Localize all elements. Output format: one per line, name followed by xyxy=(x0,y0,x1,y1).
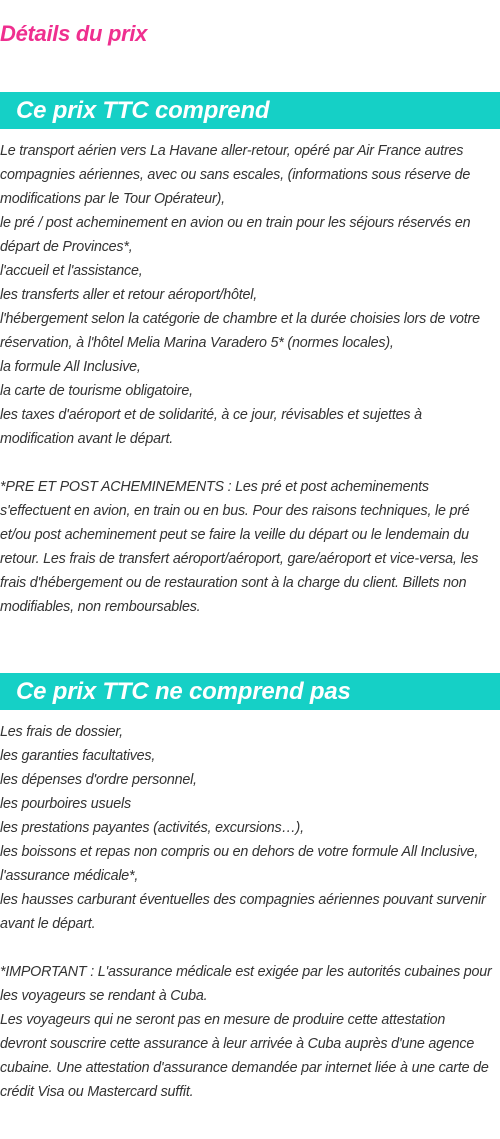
excludes-line: les pourboires usuels xyxy=(0,796,131,812)
excludes-line: les hausses carburant éventuelles des compagnies aériennes pouvant survenir xyxy=(0,892,486,908)
excludes-line: avant le départ. xyxy=(0,916,96,932)
excludes-line: les dépenses d'ordre personnel, xyxy=(0,772,197,788)
page-title: Détails du prix xyxy=(0,21,148,46)
includes-line: réservation, à l'hôtel Melia Marina Varadero 5* (normes locales), xyxy=(0,335,394,351)
includes-line: modifications par le Tour Opérateur), xyxy=(0,191,225,207)
includes-note-line: retour. Les frais de transfert aéroport/aéroport, gare/aéroport et vice-versa, les xyxy=(0,551,479,567)
excludes-heading: Ce prix TTC ne comprend pas xyxy=(0,673,500,710)
excludes-note-line: Les voyageurs qui ne seront pas en mesure de produire cette attestation xyxy=(0,1012,446,1028)
includes-note-line: modifiables, non remboursables. xyxy=(0,599,201,615)
includes-note-line: s'effectuent en avion, en train ou en bus. Pour des raisons techniques, le pré xyxy=(0,503,470,519)
excludes-line: Les frais de dossier, xyxy=(0,724,123,740)
includes-line: l'accueil et l'assistance, xyxy=(0,263,143,279)
includes-note-line: frais d'hébergement ou de restauration sont à la charge du client. Billets non xyxy=(0,575,467,591)
paragraph-gap xyxy=(0,451,500,475)
excludes-line: l'assurance médicale*, xyxy=(0,868,139,884)
includes-heading: Ce prix TTC comprend xyxy=(0,92,500,129)
includes-line: départ de Provinces*, xyxy=(0,239,133,255)
excludes-line: les boissons et repas non compris ou en dehors de votre formule All Inclusive, xyxy=(0,844,479,860)
includes-line: Le transport aérien vers La Havane aller-retour, opéré par Air France autres xyxy=(0,143,464,159)
includes-list xyxy=(0,129,500,619)
includes-note-line: et/ou post acheminement peut se faire la veille du départ ou le lendemain du xyxy=(0,527,469,543)
includes-line: les transferts aller et retour aéroport/hôtel, xyxy=(0,287,258,303)
excludes-note-line: les voyageurs se rendant à Cuba. xyxy=(0,988,208,1004)
paragraph-gap xyxy=(0,936,500,960)
includes-line: l'hébergement selon la catégorie de chambre et la durée choisies lors de votre xyxy=(0,311,480,327)
excludes-note-line: crédit Visa ou Mastercard suffit. xyxy=(0,1084,194,1100)
excludes-line: les prestations payantes (activités, excursions…), xyxy=(0,820,304,836)
includes-line: le pré / post acheminement en avion ou en train pour les séjours réservés en xyxy=(0,215,471,231)
includes-line: modification avant le départ. xyxy=(0,431,174,447)
excludes-note-line: devront souscrire cette assurance à leur arrivée à Cuba auprès d'une agence xyxy=(0,1036,475,1052)
includes-note-line: *PRE ET POST ACHEMINEMENTS : Les pré et post acheminements xyxy=(0,479,429,495)
excludes-line: les garanties facultatives, xyxy=(0,748,156,764)
excludes-note-line: cubaine. Une attestation d'assurance demandée par internet liée à une carte de xyxy=(0,1060,489,1076)
excludes-note-line: *IMPORTANT : L'assurance médicale est exigée par les autorités cubaines pour xyxy=(0,964,492,980)
includes-line: la carte de tourisme obligatoire, xyxy=(0,383,193,399)
excludes-list xyxy=(0,710,500,1104)
includes-line: compagnies aériennes, avec ou sans escales, (informations sous réserve de xyxy=(0,167,471,183)
includes-line: la formule All Inclusive, xyxy=(0,359,141,375)
includes-line: les taxes d'aéroport et de solidarité, à ce jour, révisables et sujettes à xyxy=(0,407,422,423)
